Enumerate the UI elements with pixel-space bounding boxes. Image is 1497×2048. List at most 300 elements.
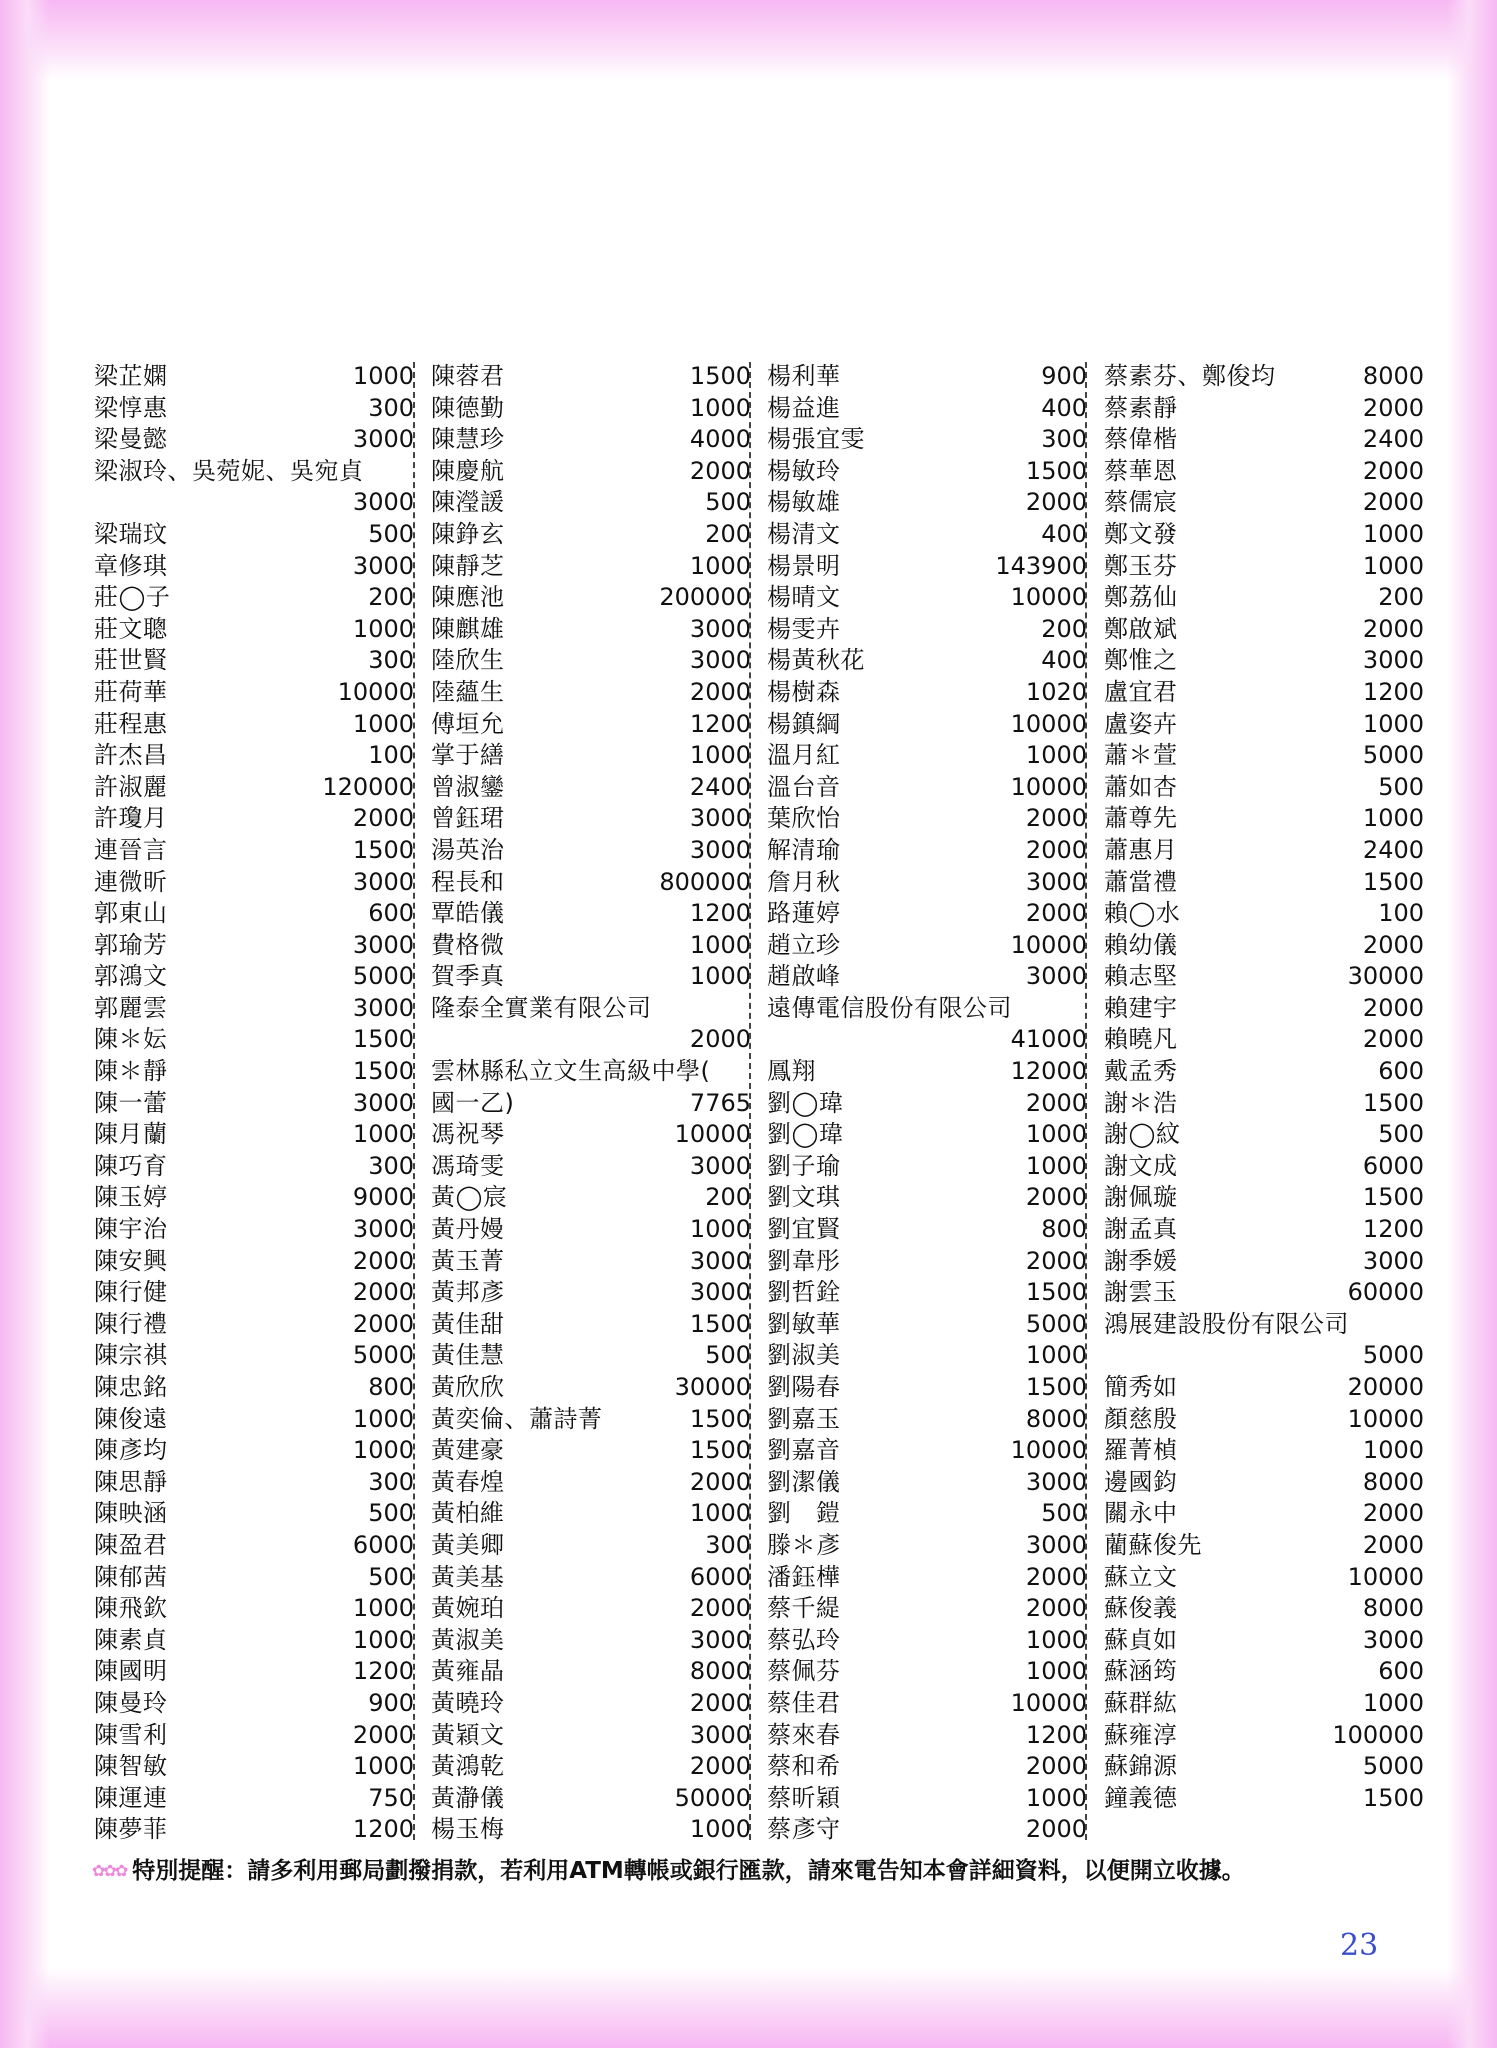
- donation-amount: 2000: [689, 456, 751, 485]
- donor-row: [767, 772, 1087, 804]
- donor-row: [431, 645, 751, 677]
- donor-row: [767, 1151, 1087, 1183]
- donor-name: 劉子瑜: [767, 1151, 841, 1180]
- donor-name: 蕭尊先: [1104, 804, 1178, 833]
- donor-row: [94, 1467, 414, 1499]
- donor-name: 謝季媛: [1104, 1246, 1178, 1275]
- donation-amount: 3000: [689, 614, 751, 643]
- donation-amount: 2000: [1362, 488, 1424, 517]
- donor-name: 藺蘇俊先: [1104, 1530, 1202, 1559]
- donation-amount: 500: [368, 1562, 414, 1591]
- donor-row: [1104, 1024, 1424, 1056]
- donation-amount: 1200: [352, 1815, 414, 1844]
- donor-row: [1104, 519, 1424, 551]
- donor-row: [94, 1119, 414, 1151]
- donor-row: [1104, 1056, 1424, 1088]
- donor-name: 劉哲銓: [767, 1278, 841, 1307]
- donation-amount: 1000: [352, 1120, 414, 1149]
- donor-name: 賴曉凡: [1104, 1025, 1178, 1054]
- donor-row: [1104, 1277, 1424, 1309]
- donation-amount: 500: [368, 519, 414, 548]
- donation-amount: 2000: [1362, 930, 1424, 959]
- donor-name: 陳行健: [94, 1278, 168, 1307]
- donation-amount: 3000: [1025, 867, 1087, 896]
- donation-amount: 10000: [1347, 1404, 1424, 1433]
- donor-name: 鴻展建設股份有限公司: [1104, 1309, 1349, 1338]
- donor-name: 謝孟真: [1104, 1215, 1178, 1244]
- donor-row: [767, 867, 1087, 899]
- donor-row: [431, 677, 751, 709]
- donor-name: 陳＊靜: [94, 1057, 168, 1086]
- donor-row: [767, 519, 1087, 551]
- donor-row: [431, 361, 751, 393]
- donor-name: 蔡佩芬: [767, 1657, 841, 1686]
- donation-amount: 3000: [1025, 1530, 1087, 1559]
- donor-row: [94, 1246, 414, 1278]
- donation-amount: 5000: [352, 1341, 414, 1370]
- donor-row: [94, 519, 414, 551]
- donor-column-1: [94, 361, 414, 1846]
- donor-row: [431, 803, 751, 835]
- donor-row: [767, 1404, 1087, 1436]
- donor-name: 蔡素靜: [1104, 393, 1178, 422]
- donation-amount: 10000: [1010, 930, 1087, 959]
- donation-amount: 600: [1378, 1057, 1424, 1086]
- donor-name: 潘鈺樺: [767, 1562, 841, 1591]
- donation-amount: 3000: [689, 1278, 751, 1307]
- donor-name: 蘇錦源: [1104, 1752, 1178, 1781]
- donation-amount: 2000: [1362, 993, 1424, 1022]
- donation-amount: 2000: [1362, 1025, 1424, 1054]
- donor-row: [431, 1340, 751, 1372]
- donor-name: 蔡千緹: [767, 1594, 841, 1623]
- donor-name: 陳德勤: [431, 393, 505, 422]
- donor-name: 黃◯宸: [431, 1183, 508, 1212]
- donor-row: [767, 709, 1087, 741]
- donor-name: 楊晴文: [767, 583, 841, 612]
- donation-amount: 1000: [1025, 1783, 1087, 1812]
- donor-row: [767, 835, 1087, 867]
- donor-row: [94, 1024, 414, 1056]
- donation-amount: 900: [1041, 362, 1087, 390]
- donor-name: 陳素貞: [94, 1625, 168, 1654]
- donation-amount: 3000: [689, 646, 751, 675]
- donation-amount: 1000: [1362, 519, 1424, 548]
- donor-name: 黃婉珀: [431, 1594, 505, 1623]
- donor-name: 國一乙): [431, 1088, 515, 1117]
- donation-amount: 3000: [689, 835, 751, 864]
- donor-name: 郭瑜芳: [94, 930, 168, 959]
- donor-row: [1104, 1720, 1424, 1752]
- donor-row: [767, 614, 1087, 646]
- donor-name: 陳宗祺: [94, 1341, 168, 1370]
- donation-amount: 10000: [1010, 583, 1087, 612]
- donation-amount: 1000: [689, 930, 751, 959]
- donor-row: [94, 1151, 414, 1183]
- donor-name: 謝文成: [1104, 1151, 1178, 1180]
- donation-amount: 1500: [689, 1436, 751, 1465]
- donation-amount: 2000: [1025, 1815, 1087, 1844]
- donor-row: [94, 1656, 414, 1688]
- donor-row: [431, 835, 751, 867]
- special-reminder-text: 特別提醒：請多利用郵局劃撥捐款，若利用ATM轉帳或銀行匯款，請來電告知本會詳細資料，以便開立收據。: [132, 1858, 1245, 1884]
- donor-name: 傅垣允: [431, 709, 505, 738]
- donation-amount: 1000: [1025, 1120, 1087, 1149]
- donor-row: [767, 424, 1087, 456]
- donation-amount: 3000: [352, 425, 414, 454]
- donation-amount: 2400: [1362, 835, 1424, 864]
- donor-row: [431, 898, 751, 930]
- page-frame-left: [0, 0, 50, 2048]
- donor-name: 許杰昌: [94, 741, 168, 770]
- donor-name: 黃奕倫、蕭詩菁: [431, 1404, 603, 1433]
- donor-row: [431, 614, 751, 646]
- donor-column-2: [431, 361, 751, 1846]
- donation-amount: 3000: [1025, 962, 1087, 991]
- donor-name: 連晉言: [94, 835, 168, 864]
- donation-amount: 2400: [1362, 425, 1424, 454]
- donor-row: [431, 456, 751, 488]
- donor-row: [94, 1056, 414, 1088]
- donor-name: 賴志堅: [1104, 962, 1178, 991]
- donor-name: 梁惇惠: [94, 393, 168, 422]
- donation-amount: 2000: [1362, 614, 1424, 643]
- donor-name: 陳曼玲: [94, 1688, 168, 1717]
- donor-name: 章修琪: [94, 551, 168, 580]
- donor-row: [1104, 1404, 1424, 1436]
- donor-name: 蔡來春: [767, 1720, 841, 1749]
- donor-row: [431, 582, 751, 614]
- donation-amount: 6000: [689, 1562, 751, 1591]
- donor-row: [1104, 1088, 1424, 1120]
- donor-row: [431, 709, 751, 741]
- donor-row: [1104, 1182, 1424, 1214]
- donor-row: [431, 393, 751, 425]
- donation-amount: 800: [368, 1373, 414, 1401]
- donor-name: 蘇涵筠: [1104, 1657, 1178, 1686]
- donor-name: 鐘義德: [1104, 1783, 1178, 1812]
- donor-row: [767, 1562, 1087, 1594]
- donor-row: [1104, 1309, 1424, 1341]
- donation-amount: 500: [705, 488, 751, 517]
- donor-row: [1104, 1656, 1424, 1688]
- donor-name: 隆泰全實業有限公司: [431, 993, 652, 1022]
- donor-row: [767, 1467, 1087, 1499]
- donation-amount: 143900: [995, 551, 1087, 580]
- donation-amount: 800: [1041, 1215, 1087, 1244]
- donation-amount: 2000: [352, 1246, 414, 1275]
- donation-amount: 10000: [1347, 1562, 1424, 1591]
- donor-row: [431, 1783, 751, 1815]
- donation-amount: 1000: [689, 741, 751, 770]
- donation-amount: 9000: [352, 1183, 414, 1212]
- donor-row: [431, 1814, 751, 1846]
- donor-name: 黃建豪: [431, 1436, 505, 1465]
- donor-row: [94, 1214, 414, 1246]
- donor-row: [1104, 551, 1424, 583]
- donation-amount: 2000: [352, 1720, 414, 1749]
- donor-name: 賴幼儀: [1104, 930, 1178, 959]
- donor-row: [767, 803, 1087, 835]
- donor-name: 陳郁茜: [94, 1562, 168, 1591]
- donation-amount: 10000: [1010, 709, 1087, 738]
- donor-row: [1104, 1214, 1424, 1246]
- donation-amount: 1200: [352, 1657, 414, 1686]
- donor-name: 路蓮婷: [767, 899, 841, 928]
- donation-amount: 1000: [352, 614, 414, 643]
- donor-row: [431, 1404, 751, 1436]
- donor-name: 解清瑜: [767, 835, 841, 864]
- donation-amount: 60000: [1347, 1278, 1424, 1307]
- donor-row: [94, 677, 414, 709]
- donation-amount: 3000: [689, 1720, 751, 1749]
- donation-amount: 1200: [1025, 1720, 1087, 1749]
- donor-row: [1104, 582, 1424, 614]
- donation-amount: 10000: [1010, 1688, 1087, 1717]
- donor-name: 陳運連: [94, 1783, 168, 1812]
- donation-amount: 1000: [352, 1752, 414, 1781]
- donation-amount: 400: [1041, 646, 1087, 675]
- donor-name: 謝＊浩: [1104, 1088, 1178, 1117]
- donor-row: [94, 1088, 414, 1120]
- donor-name: 掌于繕: [431, 741, 505, 770]
- donor-row: [431, 1720, 751, 1752]
- donor-name: 劉敏華: [767, 1309, 841, 1338]
- donor-name: 黃美卿: [431, 1530, 505, 1559]
- donation-amount: 3000: [689, 1246, 751, 1275]
- donation-amount: 50000: [674, 1783, 751, 1812]
- donor-name: 莊程惠: [94, 709, 168, 738]
- donation-amount: 3000: [352, 1215, 414, 1244]
- donor-name: 楊玉梅: [431, 1815, 505, 1844]
- donor-row: [94, 993, 414, 1025]
- donor-name: 陳忠銘: [94, 1373, 168, 1401]
- donation-amount: 2000: [1025, 1183, 1087, 1212]
- donor-name: 黃欣欣: [431, 1373, 505, 1401]
- donor-row: [767, 487, 1087, 519]
- donor-name: 盧姿卉: [1104, 709, 1178, 738]
- donation-amount: 2000: [1025, 1562, 1087, 1591]
- donor-name: 梁曼懿: [94, 425, 168, 454]
- donor-row: [431, 930, 751, 962]
- donor-name: 劉◯瑋: [767, 1120, 844, 1149]
- donor-row: [767, 393, 1087, 425]
- donation-amount: 2000: [1362, 393, 1424, 422]
- donor-name: 陳宇治: [94, 1215, 168, 1244]
- donor-name: 莊◯子: [94, 583, 171, 612]
- donor-name: 楊鎮綱: [767, 709, 841, 738]
- donor-row: [431, 1151, 751, 1183]
- donation-amount: 2000: [1362, 1530, 1424, 1559]
- donation-amount: 200: [368, 583, 414, 612]
- donor-name: 楊清文: [767, 519, 841, 548]
- donation-amount: 1000: [352, 1625, 414, 1654]
- donor-row: [94, 867, 414, 899]
- donor-name: 梁淑玲、吳菀妮、吳宛貞: [94, 456, 364, 485]
- donor-row: [767, 930, 1087, 962]
- donation-amount: 120000: [322, 772, 414, 801]
- donation-amount: 1000: [1025, 741, 1087, 770]
- donation-amount: 8000: [1025, 1404, 1087, 1433]
- page-frame-right: [1447, 0, 1497, 2048]
- donor-row: [1104, 1467, 1424, 1499]
- donor-row: [94, 803, 414, 835]
- column-separator: [1085, 362, 1087, 1840]
- donor-row: [94, 1688, 414, 1720]
- donation-amount: 200000: [659, 583, 751, 612]
- donation-amount: 600: [1378, 1657, 1424, 1686]
- donor-name: 陳慧珍: [431, 425, 505, 454]
- donation-amount: 1500: [1362, 867, 1424, 896]
- donation-amount: 1000: [352, 362, 414, 390]
- donation-amount: 2000: [1025, 488, 1087, 517]
- donation-amount: 3000: [352, 867, 414, 896]
- donor-row: [767, 1720, 1087, 1752]
- donor-name: 曾鈺珺: [431, 804, 505, 833]
- donor-row: [1104, 424, 1424, 456]
- donation-amount: 400: [1041, 393, 1087, 422]
- donor-name: 蕭當禮: [1104, 867, 1178, 896]
- donor-row: [431, 1562, 751, 1594]
- donor-name: 賀季真: [431, 962, 505, 991]
- donor-name: 楊利華: [767, 362, 841, 390]
- donor-name: 謝佩璇: [1104, 1183, 1178, 1212]
- donor-name: 黃丹嫚: [431, 1215, 505, 1244]
- donor-row: [1104, 645, 1424, 677]
- donor-name: 葉欣怡: [767, 804, 841, 833]
- donation-amount: 3000: [689, 804, 751, 833]
- donor-name: 蘇立文: [1104, 1562, 1178, 1591]
- donor-row: [94, 772, 414, 804]
- donation-amount: 1000: [689, 1815, 751, 1844]
- donor-name: 劉韋彤: [767, 1246, 841, 1275]
- donation-amount: 2000: [689, 677, 751, 706]
- donor-row: [1104, 361, 1424, 393]
- donor-row: [431, 1593, 751, 1625]
- donor-name: 蔡儒宸: [1104, 488, 1178, 517]
- donor-row: [94, 1720, 414, 1752]
- donor-row: [767, 1340, 1087, 1372]
- donation-amount: 1500: [352, 1025, 414, 1054]
- donor-name: 蔡昕穎: [767, 1783, 841, 1812]
- donor-name: 黃雍晶: [431, 1657, 505, 1686]
- donor-row: [431, 1656, 751, 1688]
- donor-row: [431, 1498, 751, 1530]
- donor-name: 趙啟峰: [767, 962, 841, 991]
- donation-amount: 1200: [1362, 1215, 1424, 1244]
- donor-name: 陸蘊生: [431, 677, 505, 706]
- donor-row: [767, 1688, 1087, 1720]
- donor-row: [1104, 803, 1424, 835]
- donation-amount: 1000: [689, 1499, 751, 1528]
- page-number: 23: [1340, 1928, 1379, 1963]
- donor-name: 費格微: [431, 930, 505, 959]
- donation-amount: 2000: [1025, 804, 1087, 833]
- donor-name: 鳳翔: [767, 1057, 816, 1086]
- donor-row: [431, 1214, 751, 1246]
- donation-amount: 2000: [1025, 1246, 1087, 1275]
- donation-amount: 300: [705, 1530, 751, 1559]
- donor-row: [1104, 1340, 1424, 1372]
- donation-amount: 4000: [689, 425, 751, 454]
- donor-name: 陳＊妘: [94, 1025, 168, 1054]
- donor-row: [431, 961, 751, 993]
- donor-row: [94, 1309, 414, 1341]
- donor-row: [94, 1814, 414, 1846]
- donation-amount: 2000: [689, 1467, 751, 1496]
- donor-row: [1104, 993, 1424, 1025]
- donation-amount: 1500: [1362, 1088, 1424, 1117]
- donor-row: [767, 582, 1087, 614]
- donor-row: [767, 1119, 1087, 1151]
- donor-row: [431, 1309, 751, 1341]
- donation-amount: 300: [368, 646, 414, 675]
- donation-amount: 1000: [1025, 1657, 1087, 1686]
- donor-row: [431, 1277, 751, 1309]
- donor-name: 謝◯紋: [1104, 1120, 1181, 1149]
- donor-row: [767, 993, 1087, 1025]
- donor-name: 陳巧育: [94, 1151, 168, 1180]
- donation-amount: 30000: [1347, 962, 1424, 991]
- donor-row: [431, 1088, 751, 1120]
- donor-row: [767, 1656, 1087, 1688]
- donor-name: 羅菁楨: [1104, 1436, 1178, 1465]
- donor-name: 陳智敏: [94, 1752, 168, 1781]
- donor-row: [767, 1498, 1087, 1530]
- donor-row: [431, 1119, 751, 1151]
- donor-row: [431, 1182, 751, 1214]
- donor-name: 鄭惟之: [1104, 646, 1178, 675]
- donor-row: [1104, 835, 1424, 867]
- donor-name: 邊國鈞: [1104, 1467, 1178, 1496]
- donor-row: [431, 1056, 751, 1088]
- donor-row: [94, 1530, 414, 1562]
- donation-amount: 2000: [352, 1278, 414, 1307]
- donor-name: 黃美基: [431, 1562, 505, 1591]
- donor-name: 顏慈殷: [1104, 1404, 1178, 1433]
- donor-row: [94, 961, 414, 993]
- donor-name: 蔡素芬、鄭俊均: [1104, 362, 1276, 390]
- donation-amount: 600: [368, 899, 414, 928]
- donor-name: 蘇雍淳: [1104, 1720, 1178, 1749]
- donor-name: 趙立珍: [767, 930, 841, 959]
- donation-amount: 5000: [1025, 1309, 1087, 1338]
- donation-amount: 2400: [689, 772, 751, 801]
- donation-amount: 1000: [1362, 1688, 1424, 1717]
- donor-row: [431, 519, 751, 551]
- donor-row: [767, 1783, 1087, 1815]
- donor-row: [767, 1214, 1087, 1246]
- donor-row: [767, 1372, 1087, 1404]
- donor-row: [94, 645, 414, 677]
- donation-amount: 500: [368, 1499, 414, 1528]
- donation-amount: 1000: [1025, 1625, 1087, 1654]
- donor-row: [94, 1783, 414, 1815]
- donor-name: 賴◯水: [1104, 899, 1181, 928]
- donor-row: [1104, 1625, 1424, 1657]
- donation-amount: 1500: [1025, 1373, 1087, 1401]
- donor-row: [94, 1751, 414, 1783]
- donation-amount: 1000: [352, 709, 414, 738]
- donation-amount: 3000: [1362, 1246, 1424, 1275]
- donor-name: 陳月蘭: [94, 1120, 168, 1149]
- donor-name: 黃曉玲: [431, 1688, 505, 1717]
- donation-amount: 20000: [1347, 1373, 1424, 1401]
- donor-name: 盧宜君: [1104, 677, 1178, 706]
- donor-name: 黃邦彥: [431, 1278, 505, 1307]
- donor-name: 蘇群紘: [1104, 1688, 1178, 1717]
- donation-amount: 3000: [689, 1151, 751, 1180]
